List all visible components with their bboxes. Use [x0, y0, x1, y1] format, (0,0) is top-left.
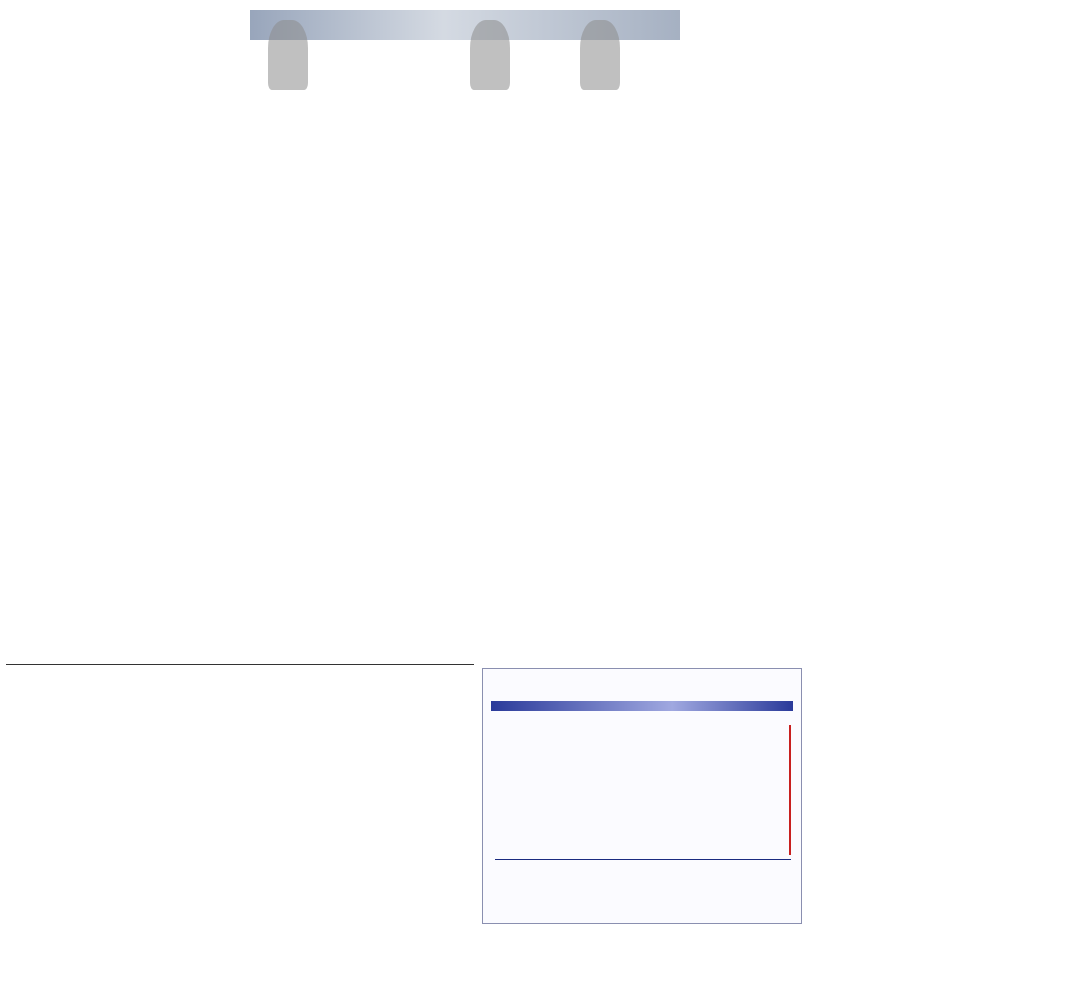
panel-separator — [495, 859, 791, 860]
xiaoxi-section — [6, 664, 474, 927]
panel-red-line — [789, 725, 791, 855]
header-banner — [250, 6, 680, 98]
panel-divider-bar — [491, 701, 793, 711]
banner-figure-horse — [470, 20, 510, 90]
banner-figure-left — [268, 20, 308, 90]
panel-subheader — [533, 715, 571, 726]
banner-figure-right — [580, 20, 620, 90]
member-data-panel — [482, 668, 802, 924]
